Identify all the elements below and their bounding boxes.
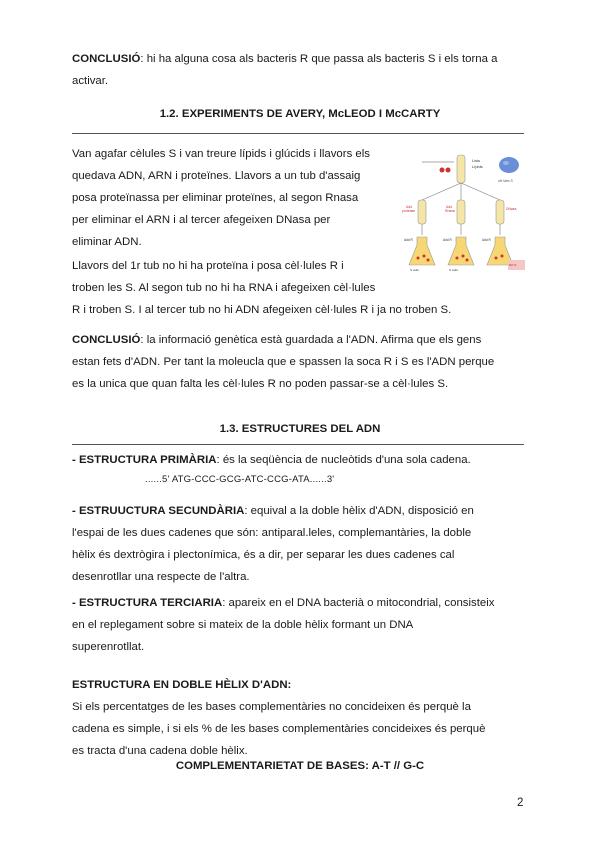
svg-text:S cells: S cells xyxy=(449,268,458,272)
svg-text:Add R: Add R xyxy=(482,238,491,242)
secondary-structure-label: - ESTRUUCTURA SECUNDÀRIA xyxy=(72,505,245,517)
section-heading-1-2 xyxy=(72,103,528,125)
svg-text:protease: protease xyxy=(402,209,416,213)
svg-text:NO S: NO S xyxy=(509,263,517,267)
text-line: posa proteïnassa per eliminar proteïnes, al segon Rnasa xyxy=(72,192,359,204)
dna-sequence: ......5' ATG-CCC-GCG-ATC-CCG-ATA......3' xyxy=(145,474,335,485)
tertiary-structure-label: - ESTRUCTURA TERCIARIA xyxy=(72,597,223,609)
double-helix-paragraph xyxy=(72,674,528,762)
svg-text:Add R: Add R xyxy=(443,238,452,242)
text-line: cadena es simple, i si els % de les bases complementàries concideixes és perquè xyxy=(72,723,486,735)
text-line: Si els percentatges de les bases complementàries no concideixen és perquè la xyxy=(72,701,471,713)
svg-text:Add: Add xyxy=(406,205,413,209)
text-line: Van agafar cèlules S i van treure lípids i glúcids i llavors els xyxy=(72,148,370,160)
conclusion-text: activar. xyxy=(72,75,109,87)
tertiary-structure-paragraph xyxy=(72,592,528,658)
section-title: 1.3. ESTRUCTURES DEL ADN xyxy=(219,423,381,435)
svg-text:Add: Add xyxy=(446,205,453,209)
avery-paragraph-2 xyxy=(72,255,528,321)
text-line: es tracta d'una cadena doble hèlix. xyxy=(72,745,248,757)
conclusion-paragraph-2 xyxy=(72,329,528,395)
section-heading-1-3 xyxy=(72,418,528,440)
text-line: : equival a la doble hèlix d'ADN, disposició en xyxy=(244,505,474,517)
section-divider xyxy=(72,444,524,445)
conclusion-paragraph-1 xyxy=(72,48,528,92)
base-pairing-heading xyxy=(72,755,528,777)
primary-structure-paragraph xyxy=(72,449,528,471)
text-line: superenrotllat. xyxy=(72,641,145,653)
svg-text:Lípids: Lípids xyxy=(472,164,483,169)
conclusion-text: : la informació genètica està guardada a l'ADN. Afirma que els gens xyxy=(140,334,482,346)
svg-text:S cells: S cells xyxy=(410,268,419,272)
text-line: hèlix és dextrògira i plectonímica, és a dir, per separar les dues cadenes cal xyxy=(72,549,455,561)
primary-structure-text: : és la seqüència de nucleòtids d'una sola cadena. xyxy=(216,454,471,466)
text-line: desenrotllar una respecte de l'altra. xyxy=(72,571,250,583)
svg-text:cèl·lules S: cèl·lules S xyxy=(498,179,513,183)
avery-paragraph-1 xyxy=(72,143,400,253)
page-number: 2 xyxy=(517,797,524,809)
conclusion-text: es la unica que quan falta les cèl·lules R no poden passar-se a cèl·lules S. xyxy=(72,378,449,390)
base-pairing-text: COMPLEMENTARIETAT DE BASES: A-T // G-C xyxy=(175,760,425,772)
section-divider xyxy=(72,133,524,134)
section-title: 1.2. EXPERIMENTS DE AVERY, McLEOD I McCARTY xyxy=(159,108,441,120)
conclusion-label: CONCLUSIÓ xyxy=(72,334,141,346)
primary-structure-label: - ESTRUCTURA PRIMÀRIA xyxy=(72,454,217,466)
text-line: quedava ADN, ARN i proteïnes. Llavors a un tub d'assaig xyxy=(72,170,361,182)
conclusion-text: estan fets d'ADN. Per tant la moleucla que e spassen la soca R i S es l'ADN perque xyxy=(72,356,495,368)
svg-text:DNasa: DNasa xyxy=(506,207,517,211)
svg-text:Lisis: Lisis xyxy=(472,158,481,163)
conclusion-label: CONCLUSIÓ xyxy=(72,53,141,65)
text-line: : apareix en el DNA bacterià o mitocondrial, consisteix xyxy=(222,597,495,609)
svg-text:Rnasa: Rnasa xyxy=(445,209,455,213)
svg-text:Add R: Add R xyxy=(404,238,413,242)
text-line: l'espai de les dues cadenes que són: antiparal.leles, complemantàries, la doble xyxy=(72,527,472,539)
double-helix-heading: ESTRUCTURA EN DOBLE HÈLIX D'ADN: xyxy=(72,679,292,691)
text-line: en el replegament sobre si mateix de la doble hèlix formant un DNA xyxy=(72,619,414,631)
text-line: Llavors del 1r tub no hi ha proteïna i posa cèl·lules R i xyxy=(72,260,344,272)
text-line: eliminar ADN. xyxy=(72,236,142,248)
text-line: R i troben S. I al tercer tub no hi ADN afegeixen cèl·lules R i ja no troben S. xyxy=(72,304,452,316)
secondary-structure-paragraph xyxy=(72,500,528,588)
conclusion-text: : hi ha alguna cosa als bacteris R que passa als bacteris S i els torna a xyxy=(140,53,498,65)
text-line: troben les S. Al segon tub no hi ha RNA i afegeixen cèl·lules xyxy=(72,282,376,294)
text-line: per eliminar el ARN i al tercer afegeixen DNasa per xyxy=(72,214,331,226)
